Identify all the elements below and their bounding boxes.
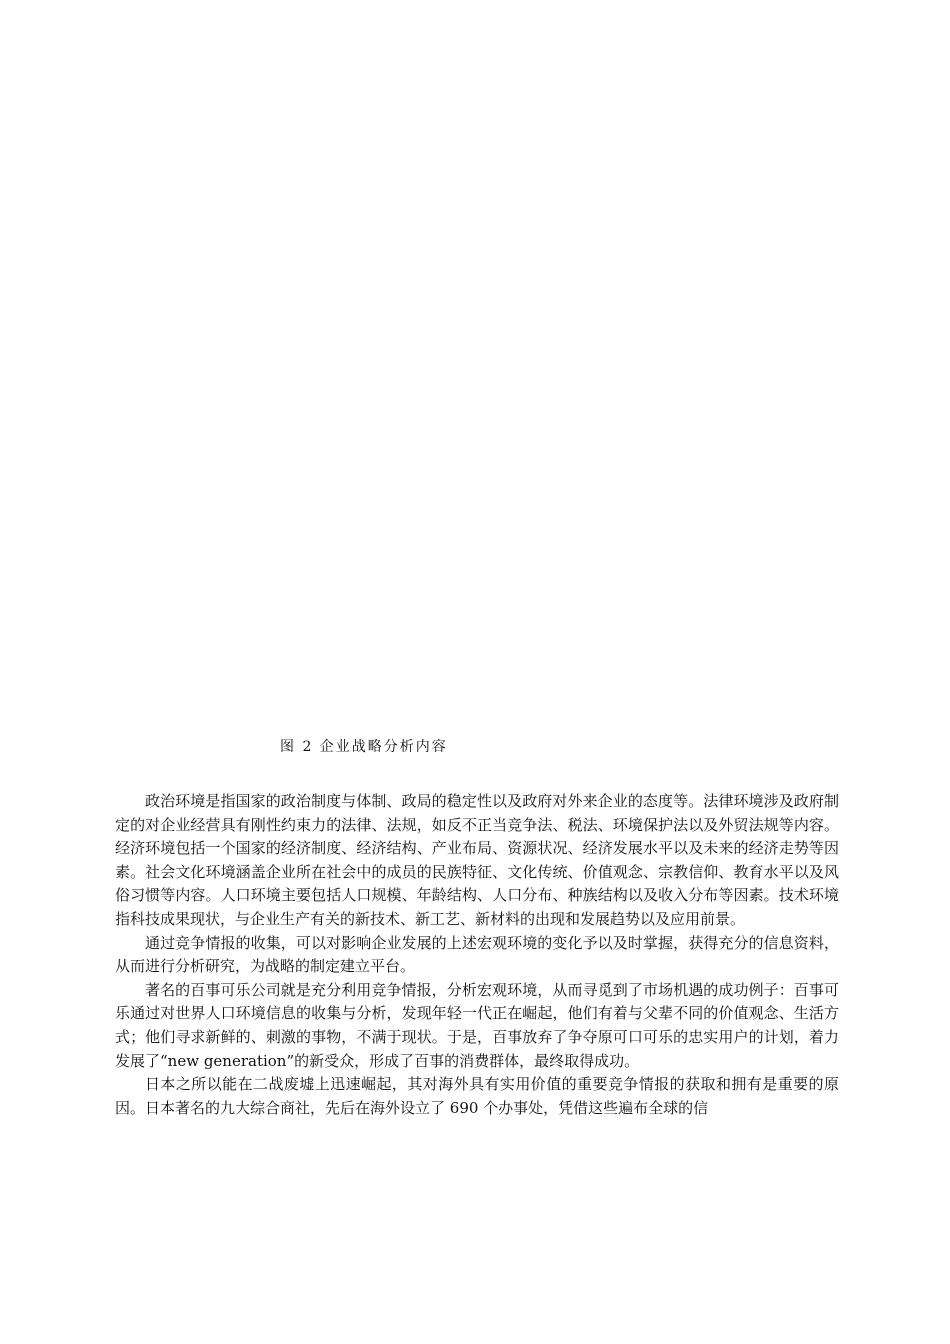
paragraph-japan-example: 日本之所以能在二战废墟上迅速崛起，其对海外具有实用价值的重要竞争情报的获取和拥有是重要的原因。日本著名的九大综合商社，先后在海外设立了 690 个办事处，凭借这些遍布全球的信 [115, 1075, 839, 1117]
figure-placeholder [115, 40, 835, 720]
paragraph-pepsi-example: 著名的百事可乐公司就是充分利用竞争情报，分析宏观环境，从而寻觅到了市场机遇的成功例子：百事可乐通过对世界人口环境信息的收集与分析，发现年轻一代正在崛起，他们有着与父辈不同的价值观念、生活方式；他们寻求新鲜的、刺激的事物，不满于现状。于是，百事放弃了争夺原可口可乐的忠实用户的计划，着力发展了“new generation”的新受众，形成了百事的消费群体，最终取得成功。 [115, 980, 839, 1070]
paragraph-intelligence-collection: 通过竞争情报的收集，可以对影响企业发展的上述宏观环境的变化予以及时掌握，获得充分的信息资料，从而进行分析研究，为战略的制定建立平台。 [115, 933, 839, 976]
figure-caption: 图 2 企业战略分析内容 [280, 739, 448, 755]
paragraph-macro-environment: 政治环境是指国家的政治制度与体制、政局的稳定性以及政府对外来企业的态度等。法律环境涉及政府制定的对企业经营具有刚性约束力的法律、法规，如反不正当竞争法、税法、环境保护法以及外贸法规等内容。经济环境包括一个国家的经济制度、经济结构、产业布局、资源状况、经济发展水平以及未来的经济走势等因素。社会文化环境涵盖企业所在社会中的成员的民族特征、文化传统、价值观念、宗教信仰、教育水平以及风俗习惯等内容。人口环境主要包括人口规模、年龄结构、人口分布、种族结构以及收入分布等因素。技术环境指科技成果现状，与企业生产有关的新技术、新工艺、新材料的出现和发展趋势以及应用前景。 [115, 792, 839, 928]
body-text [115, 790, 839, 1120]
